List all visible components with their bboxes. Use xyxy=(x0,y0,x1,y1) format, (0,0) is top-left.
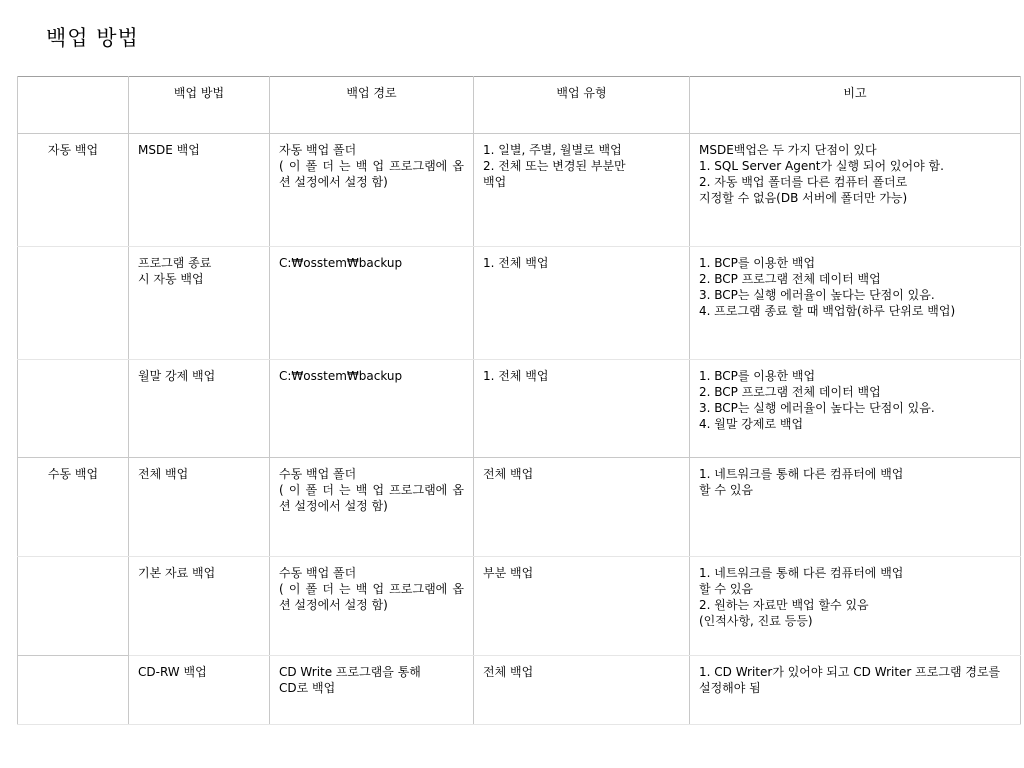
type-cell: 부분 백업 xyxy=(474,557,690,656)
path-cell: 자동 백업 폴더 ( 이 폴 더 는 백 업 프로그램에 옵션 설정에서 설정 함) xyxy=(270,134,474,247)
method-cell: 프로그램 종료 시 자동 백업 xyxy=(129,247,270,360)
type-cell: 전체 백업 xyxy=(474,458,690,557)
backup-methods-table xyxy=(17,76,1021,725)
method-cell: 전체 백업 xyxy=(129,458,270,557)
table-row xyxy=(18,557,1021,656)
method-cell: CD-RW 백업 xyxy=(129,656,270,725)
table-row xyxy=(18,247,1021,360)
category-cell: 자동 백업 xyxy=(18,134,129,247)
note-cell: 1. 네트워크를 통해 다른 컴퓨터에 백업 할 수 있음 2. 원하는 자료만 백업 할수 있음 (인적사항, 진료 등등) xyxy=(690,557,1021,656)
path-cell: CD Write 프로그램을 통해 CD로 백업 xyxy=(270,656,474,725)
path-cell: 수동 백업 폴더 ( 이 폴 더 는 백 업 프로그램에 옵션 설정에서 설정 함) xyxy=(270,458,474,557)
category-cell xyxy=(18,557,129,656)
note-cell: MSDE백업은 두 가지 단점이 있다 1. SQL Server Agent가 실행 되어 있어야 함. 2. 자동 백업 폴더를 다른 컴퓨터 폴더로 지정할 수 없음(DB 서버에 폴더만 가능) xyxy=(690,134,1021,247)
table-header-row xyxy=(18,77,1021,134)
path-cell: C:₩osstem₩backup xyxy=(270,247,474,360)
header-category xyxy=(18,77,129,134)
note-cell: 1. BCP를 이용한 백업 2. BCP 프로그램 전체 데이터 백업 3. BCP는 실행 에러율이 높다는 단점이 있음. 4. 월말 강제로 백업 xyxy=(690,360,1021,458)
category-cell: 수동 백업 xyxy=(18,458,129,557)
path-cell: C:₩osstem₩backup xyxy=(270,360,474,458)
table-row xyxy=(18,360,1021,458)
table-row xyxy=(18,134,1021,247)
header-note: 비고 xyxy=(690,77,1021,134)
method-cell: 월말 강제 백업 xyxy=(129,360,270,458)
note-cell: 1. BCP를 이용한 백업 2. BCP 프로그램 전체 데이터 백업 3. BCP는 실행 에러율이 높다는 단점이 있음. 4. 프로그램 종료 할 때 백업함(하루 단위로 백업) xyxy=(690,247,1021,360)
header-path: 백업 경로 xyxy=(270,77,474,134)
note-cell: 1. CD Writer가 있어야 되고 CD Writer 프로그램 경로를 설정해야 됨 xyxy=(690,656,1021,725)
path-cell: 수동 백업 폴더 ( 이 폴 더 는 백 업 프로그램에 옵션 설정에서 설정 함) xyxy=(270,557,474,656)
category-cell xyxy=(18,360,129,458)
type-cell: 1. 일별, 주별, 월별로 백업 2. 전체 또는 변경된 부분만 백업 xyxy=(474,134,690,247)
category-cell xyxy=(18,656,129,725)
type-cell: 1. 전체 백업 xyxy=(474,360,690,458)
header-type: 백업 유형 xyxy=(474,77,690,134)
header-method: 백업 방법 xyxy=(129,77,270,134)
note-cell: 1. 네트워크를 통해 다른 컴퓨터에 백업 할 수 있음 xyxy=(690,458,1021,557)
method-cell: MSDE 백업 xyxy=(129,134,270,247)
table-row xyxy=(18,656,1021,725)
type-cell: 전체 백업 xyxy=(474,656,690,725)
type-cell: 1. 전체 백업 xyxy=(474,247,690,360)
method-cell: 기본 자료 백업 xyxy=(129,557,270,656)
table-row xyxy=(18,458,1021,557)
category-cell xyxy=(18,247,129,360)
page-title: 백업 방법 xyxy=(46,26,139,50)
